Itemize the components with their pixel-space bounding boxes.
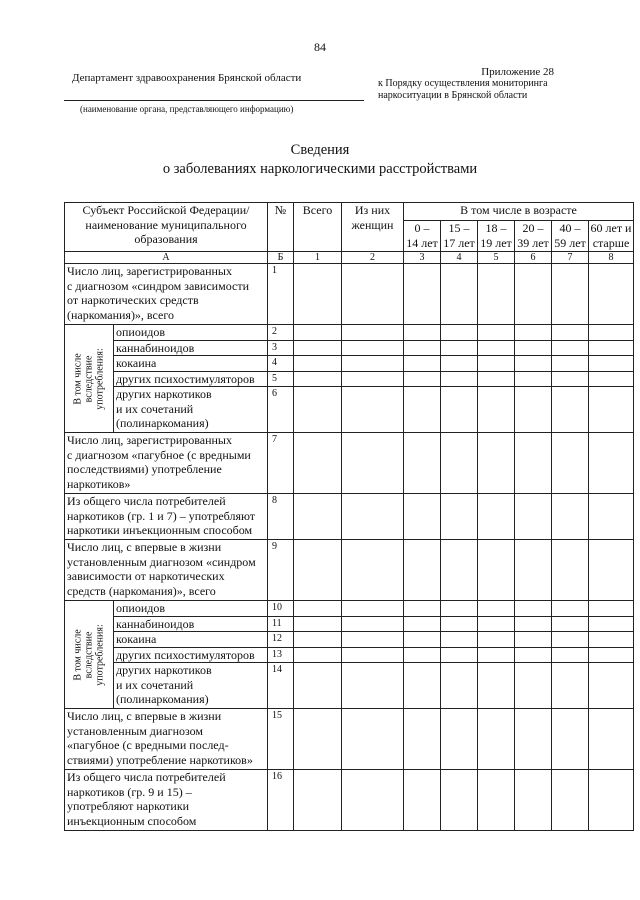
cell-empty <box>294 433 342 494</box>
row-label-line: наркотиков (гр. 1 и 7) – употребляют <box>67 508 256 523</box>
header-subject-line-3: образования <box>134 232 198 246</box>
age-5-bottom: старше <box>592 236 630 250</box>
cell-empty <box>478 340 515 356</box>
group-label-line-3: употребления: <box>94 623 106 686</box>
cell-empty <box>404 356 441 372</box>
age-4-bottom: 59 лет <box>554 236 586 250</box>
row-label-line: наркотиков» <box>67 476 131 491</box>
row-label: других психостимуляторов <box>114 371 268 387</box>
table-row <box>65 387 634 433</box>
cell-empty <box>404 647 441 663</box>
cell-empty <box>589 264 634 325</box>
cell-empty <box>478 709 515 770</box>
organization-underline <box>64 100 364 101</box>
cell-empty <box>294 325 342 341</box>
cell-empty <box>515 616 552 632</box>
cell-empty <box>515 647 552 663</box>
group-label-line-3: употребления: <box>94 347 106 410</box>
cell-empty <box>589 647 634 663</box>
cell-empty <box>589 540 634 601</box>
cell-empty <box>589 632 634 648</box>
row-number: 8 <box>268 494 294 540</box>
cell-empty <box>552 632 589 648</box>
cell-empty <box>441 601 478 617</box>
row-number: 16 <box>268 770 294 831</box>
row-label-line: установленным диагнозом <box>67 723 204 738</box>
row-label-line: и их сочетаний <box>116 677 194 692</box>
cell-empty <box>478 770 515 831</box>
cell-empty <box>294 770 342 831</box>
table-row <box>65 264 634 325</box>
cell-empty <box>342 616 404 632</box>
row-label-line: Число лиц, зарегистрированных <box>67 264 232 278</box>
age-0-top: 0 – <box>414 221 430 235</box>
cell-empty <box>404 601 441 617</box>
cell-empty <box>404 770 441 831</box>
cell-empty <box>515 433 552 494</box>
cell-empty <box>342 709 404 770</box>
column-index-8: 8 <box>589 252 634 264</box>
cell-empty <box>552 647 589 663</box>
cell-empty <box>515 387 552 433</box>
cell-empty <box>441 325 478 341</box>
table-row <box>65 709 634 770</box>
row-label-line: Число лиц, с впервые в жизни <box>67 709 222 723</box>
row-label: кокаина <box>114 632 268 648</box>
row-number: 4 <box>268 356 294 372</box>
table-row <box>65 540 634 601</box>
row-number: 12 <box>268 632 294 648</box>
row-label-line: употребляют наркотики <box>67 799 190 813</box>
row-label-line: и их сочетаний <box>116 401 194 416</box>
title-line-2: о заболеваниях наркологическими расстройствами <box>162 161 478 177</box>
cell-empty <box>478 616 515 632</box>
cell-empty <box>515 494 552 540</box>
cell-empty <box>552 264 589 325</box>
cell-empty <box>589 709 634 770</box>
cell-empty <box>342 387 404 433</box>
table-row <box>65 371 634 387</box>
age-1-bottom: 17 лет <box>443 236 475 250</box>
cell-empty <box>441 616 478 632</box>
cell-empty <box>441 433 478 494</box>
cell-empty <box>478 387 515 433</box>
cell-empty <box>404 494 441 540</box>
row-label-line: инъекционным способом <box>67 813 197 828</box>
cell-empty <box>478 632 515 648</box>
row-label-line: других наркотиков <box>116 387 212 401</box>
cell-empty <box>552 709 589 770</box>
cell-empty <box>515 540 552 601</box>
row-number: 13 <box>268 647 294 663</box>
header-age-20-39 <box>515 221 552 252</box>
header-age-15-17 <box>441 221 478 252</box>
cell-empty <box>294 601 342 617</box>
cell-empty <box>478 325 515 341</box>
cell-empty <box>515 325 552 341</box>
header-subject <box>65 203 268 252</box>
cell-empty <box>441 663 478 709</box>
table-row <box>65 356 634 372</box>
cell-empty <box>294 663 342 709</box>
cell-empty <box>342 647 404 663</box>
row-label-line: от наркотических средств <box>67 293 199 307</box>
header-subject-line-1: Субъект Российской Федерации/ <box>82 203 250 217</box>
row-label-line: установленным диагнозом «синдром <box>67 554 256 569</box>
row-label <box>65 709 268 770</box>
group-label-usage-1 <box>65 325 114 433</box>
row-label: каннабиноидов <box>114 340 268 356</box>
row-label <box>114 387 268 433</box>
cell-empty <box>441 770 478 831</box>
cell-empty <box>294 387 342 433</box>
table-row <box>65 433 634 494</box>
cell-empty <box>589 601 634 617</box>
cell-empty <box>342 663 404 709</box>
row-label-line: других наркотиков <box>116 663 212 677</box>
row-label-line: Из общего числа потребителей <box>67 770 226 784</box>
row-number: 10 <box>268 601 294 617</box>
row-label: опиоидов <box>114 325 268 341</box>
column-index-6: 6 <box>515 252 552 264</box>
row-number: 7 <box>268 433 294 494</box>
cell-empty <box>552 371 589 387</box>
row-label-line: наркотики инъекционным способом <box>67 523 253 537</box>
appendix-line-1: к Порядку осуществления мониторинга <box>378 78 548 89</box>
cell-empty <box>294 632 342 648</box>
row-number: 6 <box>268 387 294 433</box>
cell-empty <box>342 264 404 325</box>
appendix-title: Приложение 28 <box>481 66 554 78</box>
table-row <box>65 494 634 540</box>
age-2-bottom: 19 лет <box>480 236 512 250</box>
cell-empty <box>478 264 515 325</box>
row-label <box>65 433 268 494</box>
column-index-a: А <box>65 252 268 264</box>
row-label-line: «пагубное (с вредными послед- <box>67 738 229 752</box>
cell-empty <box>589 663 634 709</box>
row-label-line: средств (наркомания)», всего <box>67 583 216 598</box>
cell-empty <box>552 663 589 709</box>
row-label-line: (полинаркомания) <box>116 692 209 706</box>
column-index-7: 7 <box>552 252 589 264</box>
cell-empty <box>404 540 441 601</box>
header-number: № <box>268 203 294 252</box>
cell-empty <box>589 433 634 494</box>
group-label-line-1: В том числе <box>72 352 84 405</box>
appendix-block <box>378 66 578 102</box>
row-label-line: ствиями) употребление наркотиков» <box>67 752 253 767</box>
cell-empty <box>441 647 478 663</box>
age-4-top: 40 – <box>559 221 581 235</box>
table-row <box>65 632 634 648</box>
report-table <box>64 202 634 831</box>
cell-empty <box>342 356 404 372</box>
group-label-text <box>73 348 106 410</box>
age-3-top: 20 – <box>522 221 544 235</box>
cell-empty <box>342 340 404 356</box>
cell-empty <box>404 632 441 648</box>
row-label: опиоидов <box>114 601 268 617</box>
cell-empty <box>478 494 515 540</box>
cell-empty <box>589 770 634 831</box>
column-index-5: 5 <box>478 252 515 264</box>
column-index-b: Б <box>268 252 294 264</box>
cell-empty <box>552 356 589 372</box>
row-label <box>65 494 268 540</box>
cell-empty <box>441 632 478 648</box>
cell-empty <box>589 340 634 356</box>
column-index-1: 1 <box>294 252 342 264</box>
cell-empty <box>342 371 404 387</box>
header-women <box>342 203 404 252</box>
cell-empty <box>404 433 441 494</box>
cell-empty <box>342 540 404 601</box>
cell-empty <box>441 540 478 601</box>
cell-empty <box>342 325 404 341</box>
cell-empty <box>552 601 589 617</box>
cell-empty <box>589 356 634 372</box>
cell-empty <box>441 371 478 387</box>
cell-empty <box>404 264 441 325</box>
cell-empty <box>294 494 342 540</box>
header-women-line-1: Из них <box>354 203 391 217</box>
row-number: 11 <box>268 616 294 632</box>
header-subject-line-2: наименование муниципального <box>85 217 247 232</box>
cell-empty <box>478 647 515 663</box>
appendix-line-2: наркоситуации в Брянской области <box>378 90 528 101</box>
cell-empty <box>589 494 634 540</box>
header-age-40-59 <box>552 221 589 252</box>
cell-empty <box>552 433 589 494</box>
cell-empty <box>294 540 342 601</box>
cell-empty <box>404 709 441 770</box>
row-label-line: Число лиц, с впервые в жизни <box>67 540 222 554</box>
cell-empty <box>552 340 589 356</box>
row-label-line: (полинаркомания) <box>116 416 209 430</box>
cell-empty <box>589 387 634 433</box>
cell-empty <box>515 770 552 831</box>
group-label-text <box>73 624 106 686</box>
cell-empty <box>404 371 441 387</box>
cell-empty <box>552 770 589 831</box>
header-age-group: В том числе в возрасте <box>404 203 634 221</box>
column-index-3: 3 <box>404 252 441 264</box>
cell-empty <box>441 494 478 540</box>
cell-empty <box>294 264 342 325</box>
age-2-top: 18 – <box>485 221 507 235</box>
cell-empty <box>515 632 552 648</box>
cell-empty <box>294 371 342 387</box>
age-5-top: 60 лет и <box>590 221 632 235</box>
cell-empty <box>294 340 342 356</box>
cell-empty <box>478 433 515 494</box>
row-number: 3 <box>268 340 294 356</box>
group-label-line-2: вследствие <box>83 355 95 402</box>
row-label <box>114 663 268 709</box>
cell-empty <box>589 325 634 341</box>
cell-empty <box>515 601 552 617</box>
column-index-4: 4 <box>441 252 478 264</box>
cell-empty <box>515 356 552 372</box>
cell-empty <box>478 663 515 709</box>
header-age-0-14 <box>404 221 441 252</box>
row-label: других психостимуляторов <box>114 647 268 663</box>
cell-empty <box>515 371 552 387</box>
age-3-bottom: 39 лет <box>517 236 549 250</box>
row-label: каннабиноидов <box>114 616 268 632</box>
table-row <box>65 663 634 709</box>
header-age-18-19 <box>478 221 515 252</box>
header-age-60-plus <box>589 221 634 252</box>
cell-empty <box>342 632 404 648</box>
row-number: 14 <box>268 663 294 709</box>
title-line-1: Сведения <box>290 142 350 158</box>
table-row <box>65 616 634 632</box>
document-title <box>0 141 640 179</box>
age-1-top: 15 – <box>448 221 470 235</box>
row-label: кокаина <box>114 356 268 372</box>
cell-empty <box>342 433 404 494</box>
row-number: 1 <box>268 264 294 325</box>
table-row <box>65 325 634 341</box>
cell-empty <box>552 616 589 632</box>
cell-empty <box>478 540 515 601</box>
group-label-line-2: вследствие <box>83 631 95 678</box>
header-women-line-2: женщин <box>351 217 394 232</box>
cell-empty <box>552 494 589 540</box>
row-number: 9 <box>268 540 294 601</box>
cell-empty <box>342 770 404 831</box>
cell-empty <box>441 387 478 433</box>
cell-empty <box>342 494 404 540</box>
row-number: 5 <box>268 371 294 387</box>
table-row <box>65 340 634 356</box>
cell-empty <box>589 616 634 632</box>
cell-empty <box>552 540 589 601</box>
column-index-2: 2 <box>342 252 404 264</box>
cell-empty <box>294 647 342 663</box>
header-total: Всего <box>294 203 342 252</box>
cell-empty <box>441 340 478 356</box>
row-label <box>65 770 268 831</box>
cell-empty <box>589 371 634 387</box>
cell-empty <box>478 356 515 372</box>
row-label-line: Из общего числа потребителей <box>67 494 226 508</box>
cell-empty <box>294 616 342 632</box>
cell-empty <box>515 709 552 770</box>
cell-empty <box>404 340 441 356</box>
row-number: 15 <box>268 709 294 770</box>
row-label-line: с диагнозом «синдром зависимости <box>67 278 249 293</box>
group-label-line-1: В том числе <box>72 628 84 681</box>
cell-empty <box>478 601 515 617</box>
cell-empty <box>552 387 589 433</box>
table-row <box>65 770 634 831</box>
cell-empty <box>552 325 589 341</box>
row-label <box>65 540 268 601</box>
row-label-line: зависимости от наркотических <box>67 569 225 583</box>
cell-empty <box>441 264 478 325</box>
cell-empty <box>294 356 342 372</box>
table-row <box>65 601 634 617</box>
cell-empty <box>478 371 515 387</box>
group-label-usage-2 <box>65 601 114 709</box>
cell-empty <box>404 387 441 433</box>
row-label-line: (наркомания)», всего <box>67 307 174 322</box>
age-0-bottom: 14 лет <box>406 236 438 250</box>
page-number: 84 <box>314 40 326 54</box>
cell-empty <box>441 356 478 372</box>
row-label-line: с диагнозом «пагубное (с вредными <box>67 447 251 462</box>
cell-empty <box>404 325 441 341</box>
organization-caption: (наименование органа, представляющего информацию) <box>80 104 294 114</box>
organization-name: Департамент здравоохранения Брянской области <box>72 72 302 84</box>
row-label-line: наркотиков (гр. 9 и 15) – <box>67 784 192 799</box>
row-label <box>65 264 268 325</box>
row-number: 2 <box>268 325 294 341</box>
cell-empty <box>404 663 441 709</box>
cell-empty <box>404 616 441 632</box>
cell-empty <box>515 264 552 325</box>
cell-empty <box>342 601 404 617</box>
cell-empty <box>515 340 552 356</box>
cell-empty <box>294 709 342 770</box>
row-label-line: последствиями) употребление <box>67 462 222 476</box>
row-label-line: Число лиц, зарегистрированных <box>67 433 232 447</box>
cell-empty <box>441 709 478 770</box>
cell-empty <box>515 663 552 709</box>
table-row <box>65 647 634 663</box>
